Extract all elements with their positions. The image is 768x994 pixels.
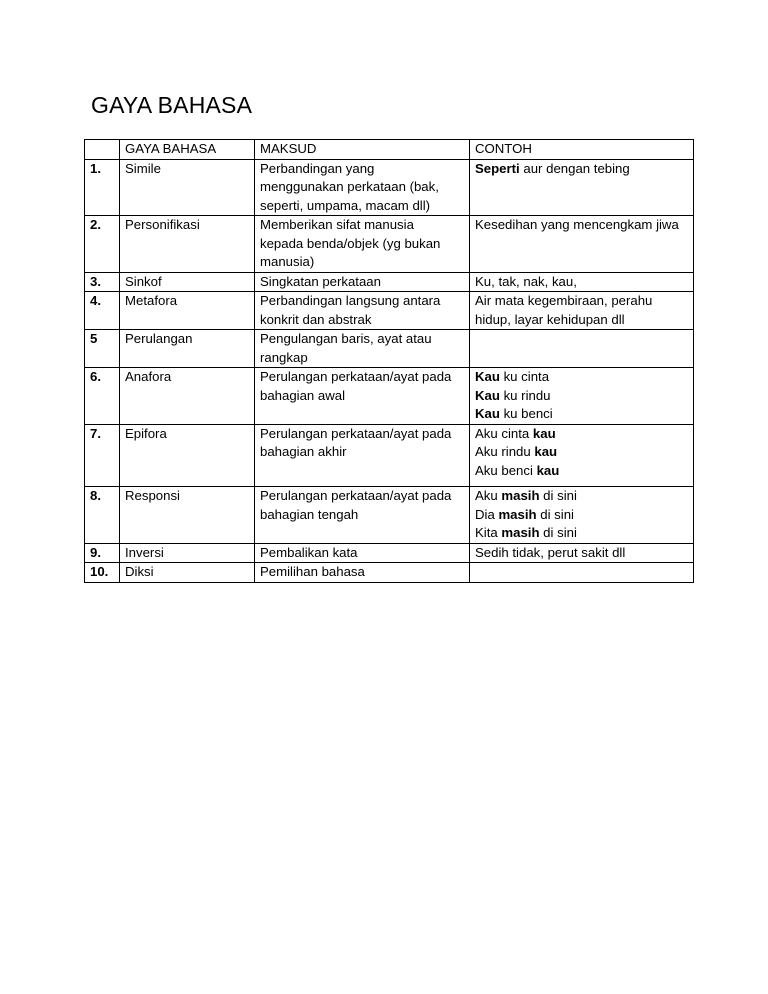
table-row [85,563,694,583]
contoh-cell [470,487,694,544]
table-row [85,487,694,544]
gaya-bahasa-cell: Responsi [120,487,255,544]
contoh-line [475,216,688,235]
gaya-bahasa-cell: Anafora [120,368,255,425]
contoh-text: Air mata kegembiraan, perahu [475,293,653,308]
row-number: 7. [85,424,120,487]
maksud-line: manusia) [260,254,315,269]
contoh-text: di sini [539,525,577,540]
maksud-line: Pemilihan bahasa [260,564,365,579]
contoh-cell [470,424,694,487]
header-no [85,140,120,160]
table-body [85,159,694,582]
contoh-emphasis: kau [534,444,558,459]
maksud-line: bahagian akhir [260,444,347,459]
contoh-text: Aku cinta [475,425,533,441]
gaya-bahasa-cell: Sinkof [120,272,255,292]
row-number: 5 [85,330,120,368]
contoh-cell [470,543,694,563]
row-number: 6. [85,368,120,425]
maksud-line: bahagian tengah [260,506,359,522]
contoh-cell [470,563,694,583]
gaya-bahasa-table [84,139,694,583]
row-number: 9. [85,543,120,563]
row-number: 4. [85,292,120,330]
contoh-emphasis: Kau [475,369,500,384]
contoh-emphasis: kau [532,425,556,441]
contoh-line [475,387,688,406]
maksud-line: kepada benda/objek (yg bukan [260,235,441,251]
header-contoh: CONTOH [470,140,694,160]
maksud-line: menggunakan perkataan (bak, [260,179,439,194]
contoh-line [475,462,688,481]
contoh-line [475,443,688,462]
row-number: 2. [85,216,120,273]
maksud-cell [255,487,470,544]
contoh-line [475,487,688,506]
contoh-line [475,506,688,525]
contoh-line [475,425,688,444]
table-row [85,272,694,292]
maksud-line: seperti, umpama, macam dll) [260,197,431,213]
table-header-row [85,140,694,160]
maksud-line: bahagian awal [260,387,346,403]
gaya-bahasa-cell: Metafora [120,292,255,330]
contoh-text: Aku [475,488,502,503]
table-row [85,330,694,368]
contoh-line [475,405,688,424]
maksud-line: Singkatan perkataan [260,273,381,289]
maksud-line: konkrit dan abstrak [260,311,372,327]
contoh-cell [470,216,694,273]
maksud-line: Perbandingan langsung antara [260,293,441,308]
maksud-cell [255,292,470,330]
table-row [85,292,694,330]
row-number: 1. [85,159,120,216]
contoh-text: Sedih tidak, perut sakit dll [475,544,626,560]
contoh-line [475,368,688,387]
gaya-bahasa-cell: Diksi [120,563,255,583]
gaya-bahasa-cell: Epifora [120,424,255,487]
contoh-emphasis: masih [501,525,540,540]
header-gaya-bahasa: GAYA BAHASA [120,140,255,160]
contoh-cell [470,272,694,292]
table-row [85,424,694,487]
maksud-cell [255,368,470,425]
contoh-cell [470,330,694,368]
contoh-emphasis: masih [501,488,540,503]
maksud-cell [255,543,470,563]
contoh-emphasis: Kau [475,406,500,421]
gaya-bahasa-cell: Inversi [120,543,255,563]
row-number: 10. [85,563,120,583]
maksud-line: Perbandingan yang [260,160,375,176]
contoh-cell [470,292,694,330]
maksud-cell [255,563,470,583]
contoh-cell [470,159,694,216]
contoh-cell [470,368,694,425]
maksud-cell [255,159,470,216]
maksud-cell [255,272,470,292]
contoh-emphasis: masih [498,506,537,522]
maksud-cell [255,330,470,368]
gaya-bahasa-cell: Personifikasi [120,216,255,273]
table-row [85,543,694,563]
contoh-text: aur dengan tebing [519,160,630,176]
contoh-text: ku benci [499,406,553,421]
contoh-text: Kesedihan yang mencengkam jiwa [475,217,679,232]
contoh-line [475,311,688,330]
contoh-line [475,292,688,311]
contoh-line [475,160,688,179]
row-number: 3. [85,272,120,292]
contoh-text: Ku, tak, nak, kau, [475,273,577,289]
contoh-text: ku rindu [499,387,551,403]
contoh-emphasis: Kau [475,387,500,403]
contoh-text: ku cinta [499,369,550,384]
contoh-text: hidup, layar kehidupan dll [475,311,625,327]
table-row [85,216,694,273]
contoh-emphasis: kau [536,462,560,478]
maksud-line: Memberikan sifat manusia [260,217,414,232]
maksud-line: rangkap [260,349,308,365]
contoh-text: di sini [539,488,577,503]
maksud-line: Pembalikan kata [260,544,358,560]
contoh-text: Aku rindu [475,444,535,459]
contoh-line [475,273,688,292]
maksud-cell [255,424,470,487]
maksud-line: Pengulangan baris, ayat atau [260,331,432,346]
maksud-line: Perulangan perkataan/ayat pada [260,488,452,503]
gaya-bahasa-cell: Perulangan [120,330,255,368]
maksud-line: Perulangan perkataan/ayat pada [260,425,452,441]
contoh-text: Kita [475,525,502,540]
page-title: GAYA BAHASA [91,92,253,118]
contoh-line [475,544,688,563]
maksud-line: Perulangan perkataan/ayat pada [260,369,452,384]
header-maksud: MAKSUD [255,140,470,160]
maksud-cell [255,216,470,273]
contoh-line [475,524,688,543]
gaya-bahasa-cell: Simile [120,159,255,216]
table-row [85,368,694,425]
row-number: 8. [85,487,120,544]
contoh-emphasis: Seperti [475,160,520,176]
contoh-text: di sini [536,506,574,522]
contoh-text: Dia [475,506,499,522]
contoh-text: Aku benci [475,462,537,478]
table-row [85,159,694,216]
